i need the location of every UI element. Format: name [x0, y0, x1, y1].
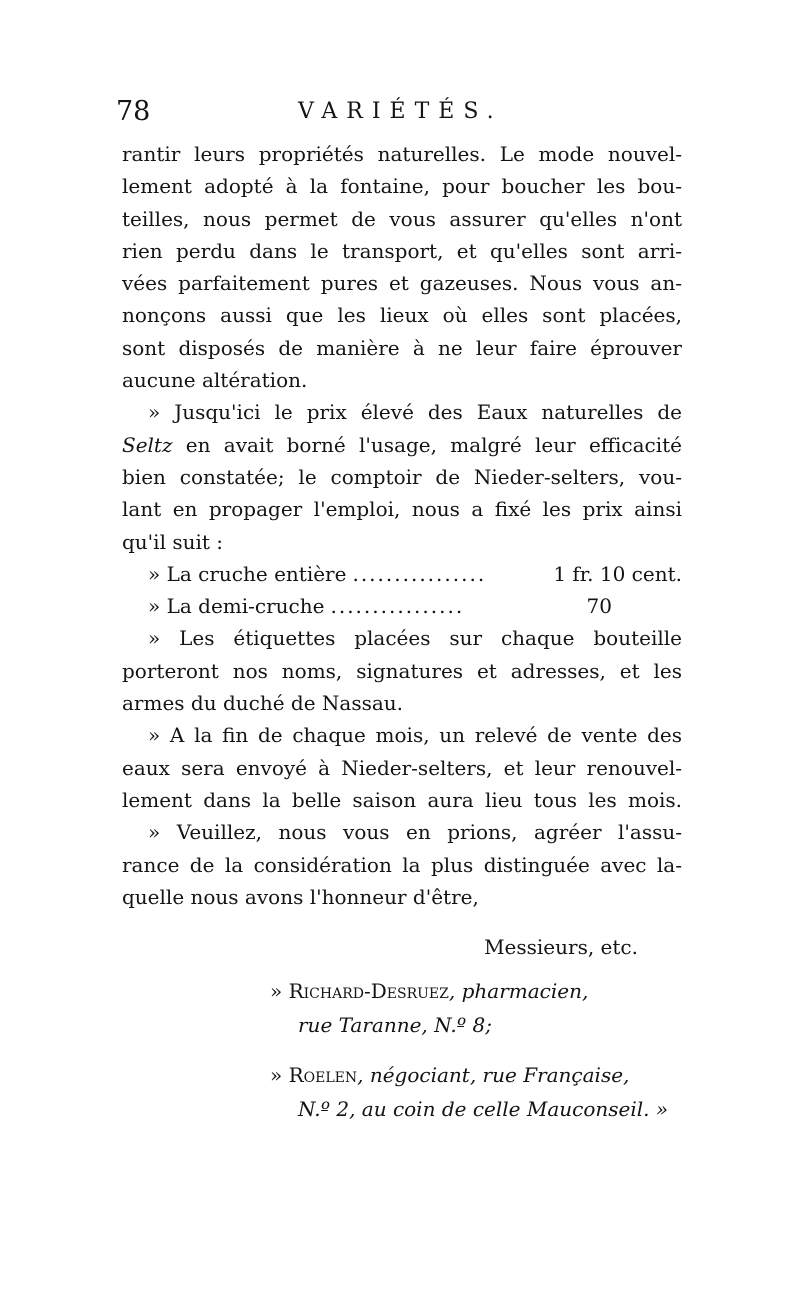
text-line: sont disposés de manière à ne leur faire éprouver: [122, 335, 682, 360]
price-value: 1 fr. 10 cent.: [553, 561, 682, 586]
text-line: rantir leurs propriétés naturelles. Le mode nouvel-: [122, 142, 682, 166]
text-line: porteront nos noms, signatures et adresses, et les: [122, 658, 682, 683]
signatory-name: Richard-Desruez: [288, 979, 449, 1004]
price-value: 70: [586, 594, 612, 619]
text-line: lement dans la belle saison aura lieu tous les mois.: [122, 787, 682, 812]
text-line: rien perdu dans le transport, et qu'elles sont arri-: [122, 238, 682, 263]
text-line: nonçons aussi que les lieux où elles sont placées,: [122, 303, 682, 328]
text-line: teilles, nous permet de vous assurer qu'elles n'ont: [122, 206, 682, 231]
line-rest: en avait borné l'usage, malgré leur efficacité: [172, 432, 682, 457]
text-line: » Jusqu'ici le prix élevé des Eaux naturelles de: [148, 400, 682, 425]
body-text: [122, 138, 682, 1127]
signature-line: [122, 1059, 682, 1093]
page-number: 78: [116, 96, 151, 127]
signature-block: [122, 975, 682, 1127]
price-line-half-jug: [122, 590, 682, 622]
signature-address: N.º 2, au coin de celle Mauconseil. »: [298, 1097, 669, 1122]
closing-salutation: Messieurs, etc.: [484, 935, 638, 960]
signatory-title: , négociant, rue Française,: [357, 1063, 630, 1088]
text-line: aucune altération.: [122, 368, 308, 393]
signature-address: rue Taranne, N.º 8;: [298, 1013, 492, 1038]
leader-dots: ................: [352, 561, 487, 586]
signature-line: [122, 975, 682, 1009]
text-line: » A la fin de chaque mois, un relevé de vente des: [148, 723, 682, 748]
text-line: vées parfaitement pures et gazeuses. Nous vous an-: [122, 271, 682, 296]
text-line: » Les étiquettes placées sur chaque bouteille: [148, 626, 682, 651]
text-line: armes du duché de Nassau.: [122, 691, 404, 716]
quote-mark: »: [270, 979, 289, 1004]
page-header: [116, 96, 676, 136]
text-line: qu'il suit :: [122, 529, 224, 554]
running-title: VARIÉTÉS.: [298, 99, 503, 124]
text-line: bien constatée; le comptoir de Nieder-selters, vou-: [122, 464, 682, 489]
italic-word: Seltz: [122, 432, 173, 457]
signatory-title: , pharmacien,: [448, 979, 589, 1004]
leader-dots: ................: [330, 594, 465, 619]
price-label: » La demi-cruche: [148, 594, 325, 619]
text-line: quelle nous avons l'honneur d'être,: [122, 884, 479, 909]
text-line: rance de la considération la plus distinguée avec la-: [122, 852, 682, 877]
price-line-whole-jug: [122, 558, 682, 590]
quote-mark: »: [270, 1063, 289, 1088]
text-line: lement adopté à la fontaine, pour boucher les bou-: [122, 174, 682, 199]
text-line: » Veuillez, nous vous en prions, agréer l'assu-: [148, 820, 682, 845]
text-line: [122, 429, 682, 461]
price-label: » La cruche entière: [148, 561, 347, 586]
signatory-name: Roelen: [288, 1063, 358, 1088]
text-line: eaux sera envoyé à Nieder-selters, et leur renouvel-: [122, 755, 682, 780]
text-line: lant en propager l'emploi, nous a fixé les prix ainsi: [122, 497, 682, 522]
